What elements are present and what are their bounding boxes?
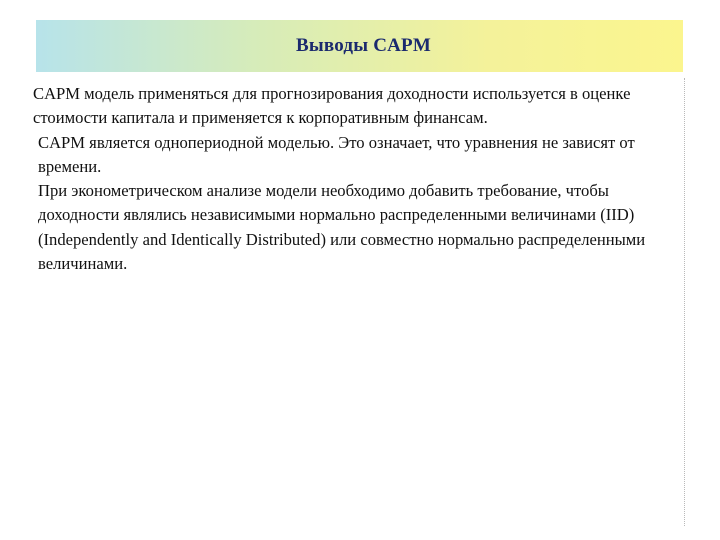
- slide-body: [33, 82, 685, 276]
- slide-title: Выводы CAPM: [296, 35, 431, 56]
- paragraph-capm-econometric: При эконометрическом анализе модели необходимо добавить требование, чтобы доходности являлись независимыми нормально распределенными величинами (IID) (Independently and Identically Distributed) или совместно нормально распределенными величинами.: [38, 181, 646, 274]
- paragraph-capm-single-period: CAPM является однопериодной моделью. Это означает, что уравнения не зависят от времени.: [38, 132, 635, 176]
- paragraph-capm-usage: CAPM модель применяться для прогнозирования доходности используется в оценке стоимости капитала и применяется к корпоративным финансам.: [33, 84, 631, 128]
- title-bar: [36, 20, 683, 72]
